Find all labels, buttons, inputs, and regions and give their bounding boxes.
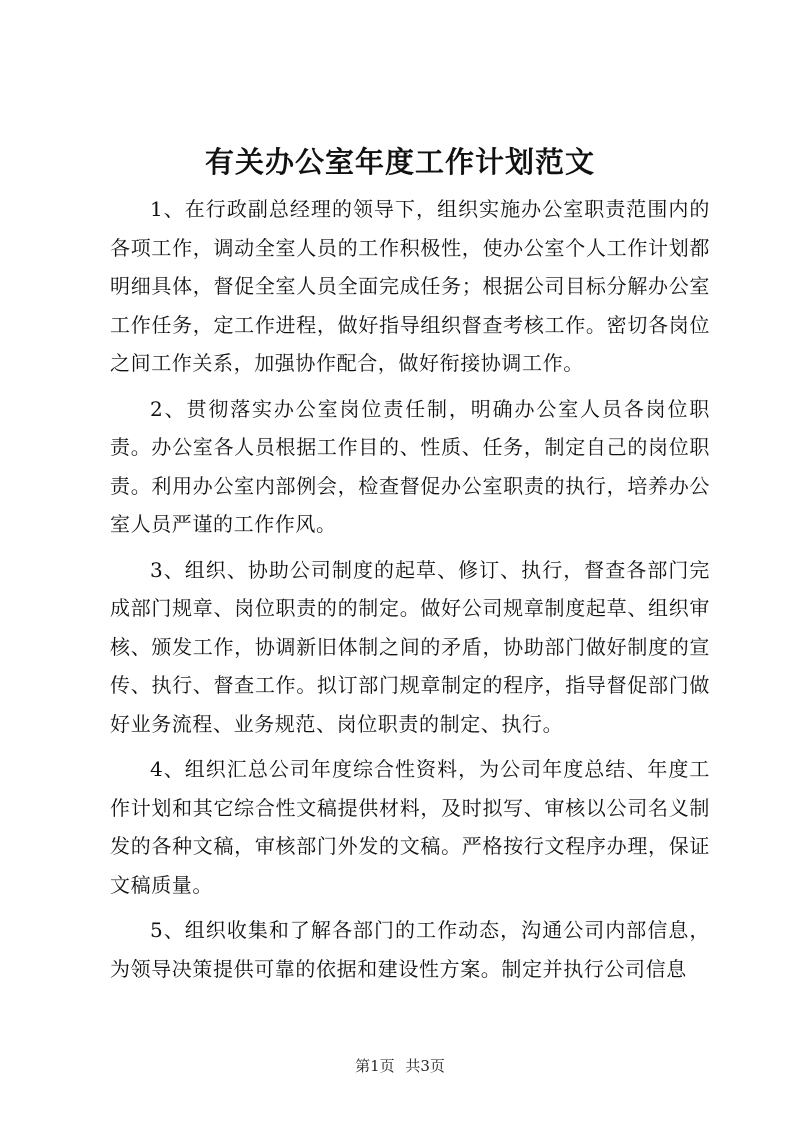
paragraph-1: 1、在行政副总经理的领导下，组织实施办公室职责范围内的各项工作，调动全室人员的工作积极性，使办公室个人工作计划都明细具体，督促全室人员全面完成任务；根据公司目标分解办公室工作任务，定工作进程，做好指导组织督查考核工作。密切各岗位之间工作关系，加强协作配合，做好衔接协调工作。: [110, 197, 710, 375]
page-footer: [0, 1056, 800, 1076]
document-title: 有关办公室年度工作计划范文: [204, 145, 595, 179]
paragraph-4: 4、组织汇总公司年度综合性资料，为公司年度总结、年度工作计划和其它综合性文稿提供材料，及时拟写、审核以公司名义制发的各种文稿，审核部门外发的文稿。严格按行文程序办理，保证文稿质量。: [110, 757, 710, 897]
paragraph-2: 2、贯彻落实办公室岗位责任制，明确办公室人员各岗位职责。办公室各人员根据工作目的、性质、任务，制定自己的岗位职责。利用办公室内部例会，检查督促办公室职责的执行，培养办公室人员严谨的工作作风。: [110, 396, 710, 536]
document-body: [110, 190, 710, 995]
paragraph-3: 3、组织、协助公司制度的起草、修订、执行，督查各部门完成部门规章、岗位职责的的制定。做好公司规章制度起草、组织审核、颁发工作，协调新旧体制之间的矛盾，协助部门做好制度的宣传、执行、督查工作。拟订部门规章制定的程序，指导督促部门做好业务流程、业务规范、岗位职责的制定、执行。: [110, 557, 710, 736]
page-number: 第1页: [355, 1057, 395, 1075]
page-total: 共3页: [405, 1057, 445, 1075]
paragraph-5: 5、组织收集和了解各部门的工作动态，沟通公司内部信息，为领导决策提供可靠的依据和建设性方案。制定并执行公司信息: [110, 918, 710, 981]
